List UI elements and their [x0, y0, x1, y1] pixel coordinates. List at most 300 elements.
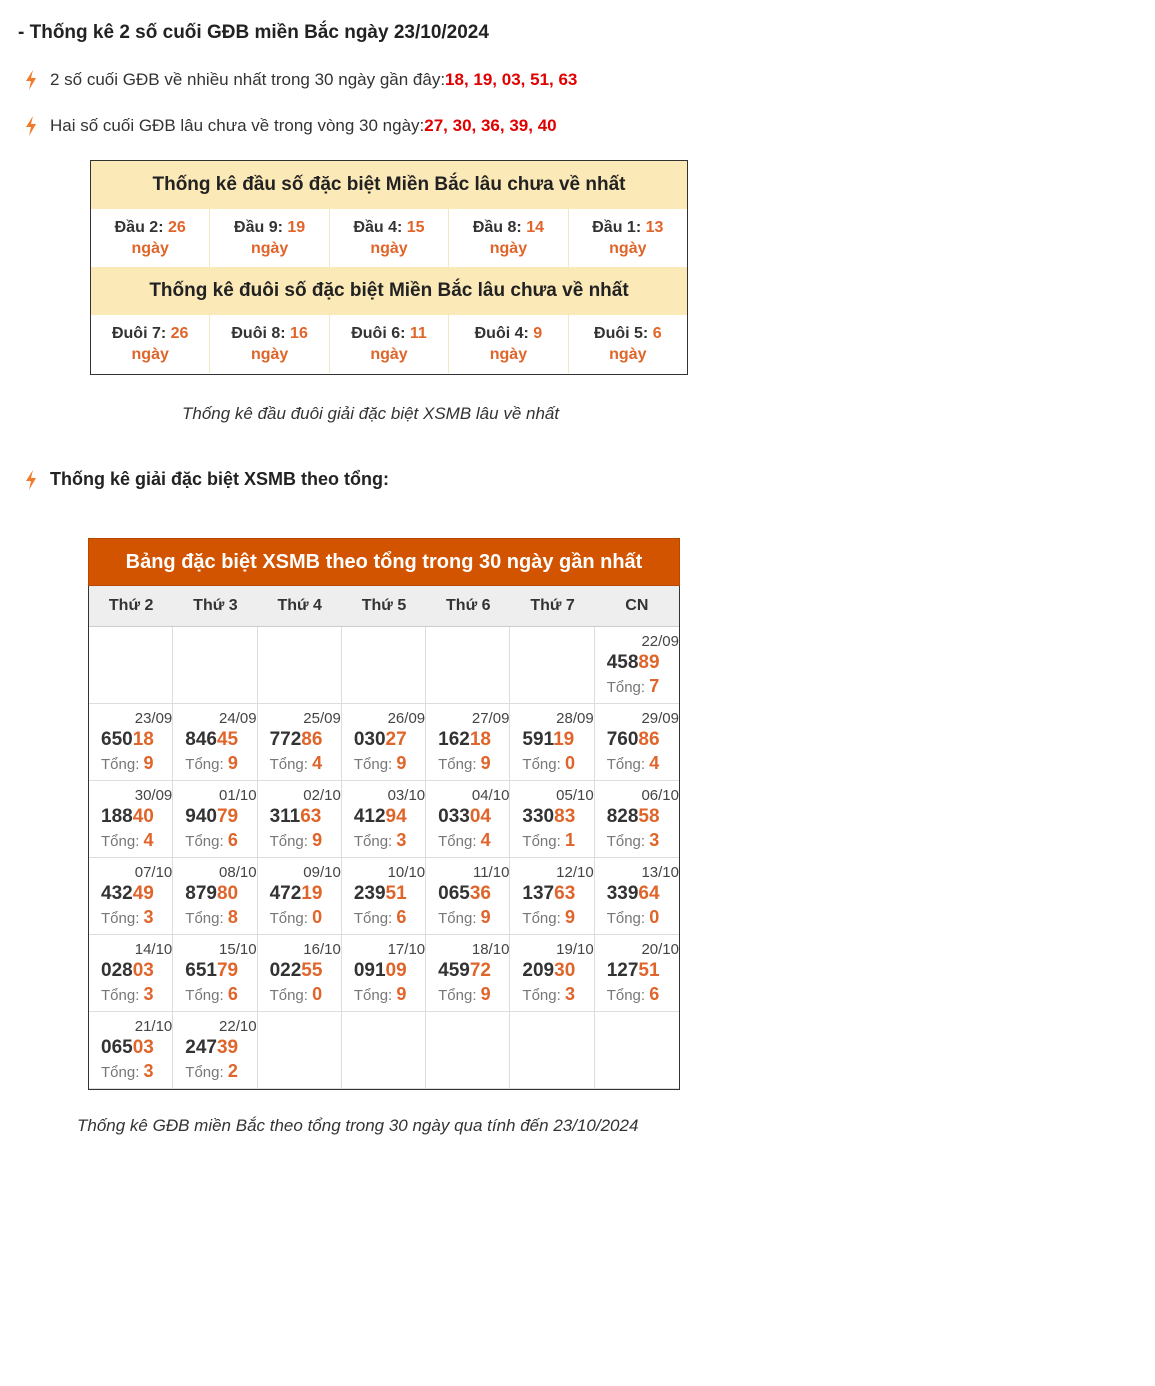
calendar-empty-cell	[89, 627, 173, 704]
number-tail: 94	[385, 806, 407, 827]
sum-value: 1	[564, 830, 575, 850]
number-tail: 89	[638, 652, 660, 673]
sum-line	[101, 1061, 154, 1082]
calendar-empty-cell	[510, 1012, 594, 1089]
calendar-empty-cell	[510, 627, 594, 704]
number-head: 472	[269, 883, 302, 904]
sum-label: Tổng:	[606, 756, 650, 773]
number-head: 828	[606, 806, 639, 827]
tail-stat-days: 6	[652, 325, 662, 342]
day-date: 21/10	[134, 1018, 173, 1035]
special-number	[607, 652, 660, 674]
day-date: 22/09	[641, 633, 679, 650]
number-head: 137	[522, 883, 555, 904]
special-number	[438, 806, 491, 828]
calendar-day-cell	[173, 781, 257, 858]
calendar-day-cell	[595, 858, 679, 935]
number-tail: 09	[385, 960, 407, 981]
calendar-empty-cell	[426, 627, 510, 704]
number-head: 065	[101, 1037, 133, 1058]
tail-stat-cell	[210, 315, 329, 373]
bullet-long-absent	[24, 116, 557, 136]
day-date: 18/10	[471, 941, 510, 958]
number-head: 940	[185, 806, 217, 827]
weekday-header: Thứ 5	[342, 586, 426, 627]
head-stat-unit: ngày	[370, 240, 408, 257]
tail-stats-title: Thống kê đuôi số đặc biệt Miền Bắc lâu chưa về nhất	[91, 267, 687, 315]
sum-value: 0	[312, 907, 323, 927]
calendar-day-cell	[89, 1012, 173, 1089]
table1-caption: Thống kê đầu đuôi giải đặc biệt XSMB lâu về nhất	[182, 404, 560, 423]
tail-stat-cell	[569, 315, 687, 373]
head-stat-label: Đầu 4:	[353, 219, 407, 236]
special-number	[185, 806, 238, 828]
head-stat-cell	[330, 209, 449, 267]
section-sum-heading	[24, 469, 389, 490]
head-stats-title: Thống kê đầu số đặc biệt Miền Bắc lâu chưa về nhất	[91, 161, 687, 209]
sum-line	[607, 907, 660, 928]
number-head: 033	[438, 806, 470, 827]
calendar-day-cell	[426, 858, 510, 935]
day-date: 14/10	[134, 941, 173, 958]
sum-label: Tổng:	[101, 833, 144, 850]
sum-label: Tổng:	[522, 910, 565, 927]
number-head: 879	[185, 883, 217, 904]
tail-stat-days: 11	[409, 325, 427, 342]
sum-line	[607, 830, 660, 851]
sum-line	[270, 753, 323, 774]
sum-line	[101, 753, 154, 774]
calendar-day-cell	[342, 858, 426, 935]
special-number	[101, 729, 154, 751]
tail-stats-row	[91, 315, 687, 373]
number-tail: 03	[132, 1037, 154, 1058]
calendar-empty-cell	[342, 1012, 426, 1089]
calendar-day-cell	[595, 781, 679, 858]
sum-line	[101, 830, 154, 851]
tail-stat-days: 9	[533, 325, 543, 342]
number-head: 022	[269, 960, 302, 981]
weekday-header: Thứ 7	[510, 586, 594, 627]
day-date: 13/10	[641, 864, 679, 881]
sum-line	[354, 830, 407, 851]
special-number	[101, 1037, 154, 1059]
sum-value: 9	[227, 753, 238, 773]
number-head: 065	[438, 883, 470, 904]
special-number	[607, 883, 660, 905]
head-stat-unit: ngày	[489, 240, 528, 257]
day-date: 23/09	[134, 710, 173, 727]
sum-label: Tổng:	[522, 833, 565, 850]
sum-label: Tổng:	[269, 910, 313, 927]
number-head: 846	[185, 729, 217, 750]
day-date: 11/10	[472, 864, 510, 881]
weekday-header: Thứ 3	[173, 586, 257, 627]
sum-label: Tổng:	[606, 833, 650, 850]
calendar-empty-cell	[342, 627, 426, 704]
number-tail: 63	[554, 883, 576, 904]
sum-line	[185, 753, 238, 774]
number-tail: 39	[216, 1037, 239, 1058]
number-tail: 18	[132, 729, 154, 750]
sum-label: Tổng:	[185, 833, 228, 850]
sum-label: Tổng:	[606, 910, 650, 927]
calendar-empty-cell	[595, 1012, 679, 1089]
tail-stat-cell	[330, 315, 449, 373]
sum-line	[185, 907, 238, 928]
special-number	[270, 806, 322, 828]
sum-line	[607, 984, 660, 1005]
number-tail: 45	[216, 729, 239, 750]
tail-stat-unit: ngày	[131, 346, 169, 363]
sum-value: 3	[143, 1061, 154, 1081]
day-date: 08/10	[219, 864, 257, 881]
calendar-day-cell	[510, 704, 594, 781]
number-tail: 79	[216, 806, 239, 827]
sum-value: 0	[564, 753, 575, 773]
sum-label: Tổng:	[353, 756, 397, 773]
number-head: 339	[606, 883, 639, 904]
tail-stat-label: Đuôi 4:	[474, 325, 534, 342]
number-tail: 03	[132, 960, 154, 981]
sum-label: Tổng:	[101, 1064, 144, 1081]
special-number	[185, 883, 238, 905]
sum-value: 6	[649, 984, 660, 1004]
number-head: 127	[606, 960, 639, 981]
day-date: 02/10	[303, 787, 341, 804]
sum-line	[354, 984, 407, 1005]
sum-value: 4	[312, 753, 323, 773]
sum-value: 3	[143, 984, 154, 1004]
sum-line	[270, 907, 323, 928]
tail-stat-cell	[449, 315, 568, 373]
head-stat-label: Đầu 2:	[114, 219, 168, 236]
number-head: 247	[185, 1037, 217, 1058]
sum-value: 9	[143, 753, 154, 773]
calendar-caption: Thống kê GĐB miền Bắc theo tổng trong 30 ngày qua tính đến 23/10/2024	[77, 1116, 639, 1135]
number-head: 091	[353, 960, 386, 981]
sum-value: 3	[396, 830, 407, 850]
special-number	[354, 883, 407, 905]
calendar-day-cell	[510, 781, 594, 858]
number-head: 591	[522, 729, 554, 750]
number-head: 311	[269, 806, 301, 827]
head-stat-days: 14	[526, 219, 544, 236]
number-head: 772	[269, 729, 302, 750]
calendar-day-cell	[342, 781, 426, 858]
tail-stat-label: Đuôi 6:	[351, 325, 410, 342]
number-tail: 63	[300, 806, 322, 827]
calendar-day-cell	[510, 858, 594, 935]
calendar-day-cell	[258, 781, 342, 858]
weekday-header: Thứ 2	[89, 586, 173, 627]
day-date: 15/10	[219, 941, 257, 958]
number-tail: 86	[301, 729, 323, 750]
sum-label: Tổng:	[101, 756, 144, 773]
number-tail: 55	[301, 960, 323, 981]
weekday-header: Thứ 6	[426, 586, 510, 627]
bullet-values: 27, 30, 36, 39, 40	[424, 116, 557, 135]
sum-label: Tổng:	[606, 679, 650, 696]
tail-stat-label: Đuôi 8:	[231, 325, 291, 342]
sum-value: 9	[396, 753, 407, 773]
sum-value: 3	[564, 984, 575, 1004]
sum-label: Tổng:	[438, 987, 481, 1004]
sum-value: 0	[312, 984, 323, 1004]
sum-line	[101, 984, 154, 1005]
sum-line	[438, 907, 491, 928]
number-head: 458	[606, 652, 639, 673]
sum-line	[185, 984, 238, 1005]
special-number	[522, 960, 575, 982]
sum-value: 6	[227, 830, 238, 850]
sum-label: Tổng:	[353, 910, 397, 927]
day-date: 19/10	[556, 941, 594, 958]
special-number	[185, 1037, 238, 1059]
sum-label: Tổng:	[438, 910, 481, 927]
tail-stat-days: 16	[290, 325, 308, 342]
lightning-icon	[24, 116, 38, 136]
sum-value: 9	[480, 753, 491, 773]
page-heading: - Thống kê 2 số cuối GĐB miền Bắc ngày 23/10/2024	[18, 22, 489, 43]
calendar-day-cell	[89, 704, 173, 781]
number-tail: 19	[301, 883, 323, 904]
head-stat-label: Đầu 1:	[592, 219, 646, 236]
head-stat-cell	[210, 209, 329, 267]
calendar-day-cell	[173, 1012, 257, 1089]
sum-line	[607, 753, 660, 774]
number-head: 188	[101, 806, 133, 827]
day-date: 01/10	[219, 787, 257, 804]
head-stat-days: 26	[167, 219, 186, 236]
sum-label: Tổng:	[101, 910, 144, 927]
number-tail: 58	[638, 806, 660, 827]
sum-value: 4	[649, 753, 660, 773]
number-head: 330	[522, 806, 555, 827]
sum-label: Tổng:	[101, 987, 144, 1004]
special-number	[607, 729, 660, 751]
special-number	[522, 806, 575, 828]
calendar-empty-cell	[426, 1012, 510, 1089]
head-stat-label: Đầu 9:	[234, 219, 288, 236]
day-date: 17/10	[387, 941, 426, 958]
number-tail: 80	[216, 883, 239, 904]
day-date: 30/09	[134, 787, 173, 804]
calendar-day-cell	[89, 781, 173, 858]
day-date: 20/10	[641, 941, 679, 958]
calendar-day-cell	[258, 704, 342, 781]
number-tail: 83	[554, 806, 576, 827]
tail-stat-unit: ngày	[489, 346, 528, 363]
sum-label: Tổng:	[438, 833, 481, 850]
section-sum-text: Thống kê giải đặc biệt XSMB theo tổng:	[50, 469, 390, 489]
head-stat-days: 15	[406, 219, 425, 236]
number-tail: 51	[638, 960, 660, 981]
special-number	[101, 883, 154, 905]
head-stat-cell	[91, 209, 210, 267]
sum-label: Tổng:	[522, 987, 565, 1004]
number-tail: 40	[132, 806, 154, 827]
head-stats-row	[91, 209, 687, 267]
sum-label: Tổng:	[185, 756, 228, 773]
special-number	[607, 960, 660, 982]
sum-value: 7	[649, 676, 660, 696]
calendar-day-cell	[89, 858, 173, 935]
sum-line	[438, 753, 491, 774]
sum-line	[522, 753, 575, 774]
weekday-header: CN	[595, 586, 679, 627]
day-date: 29/09	[641, 710, 679, 727]
special-number	[522, 729, 574, 751]
number-head: 028	[101, 960, 133, 981]
head-stat-label: Đầu 8:	[472, 219, 527, 236]
calendar-day-cell	[426, 935, 510, 1012]
special-number	[438, 883, 491, 905]
calendar-empty-cell	[258, 627, 342, 704]
number-head: 030	[353, 729, 386, 750]
sum-line	[101, 907, 154, 928]
head-stat-days: 19	[287, 219, 306, 236]
number-tail: 49	[132, 883, 154, 904]
sum-line	[185, 1061, 238, 1082]
special-number	[607, 806, 660, 828]
special-number	[270, 729, 323, 751]
sum-line	[522, 830, 575, 851]
calendar-day-cell	[342, 704, 426, 781]
day-date: 24/09	[219, 710, 257, 727]
sum-value: 4	[143, 830, 154, 850]
sum-label: Tổng:	[185, 987, 228, 1004]
head-stat-unit: ngày	[250, 240, 289, 257]
calendar-day-cell	[342, 935, 426, 1012]
day-date: 27/09	[471, 710, 510, 727]
sum-label: Tổng:	[438, 756, 481, 773]
day-date: 06/10	[641, 787, 679, 804]
calendar-day-cell	[258, 935, 342, 1012]
special-number	[438, 729, 491, 751]
calendar-day-cell	[426, 704, 510, 781]
lightning-icon	[24, 470, 38, 490]
sum-value: 9	[480, 907, 491, 927]
sum-label: Tổng:	[269, 756, 313, 773]
special-number	[522, 883, 575, 905]
day-date: 25/09	[303, 710, 341, 727]
special-number	[354, 729, 407, 751]
day-date: 12/10	[556, 864, 594, 881]
number-head: 651	[185, 960, 217, 981]
number-tail: 27	[385, 729, 407, 750]
bullet-values: 18, 19, 03, 51, 63	[445, 70, 578, 89]
number-tail: 64	[638, 883, 660, 904]
sum-label: Tổng:	[522, 756, 565, 773]
bullet-most-frequent	[24, 70, 577, 90]
sum-label: Tổng:	[269, 987, 313, 1004]
sum-line	[270, 984, 323, 1005]
day-date: 05/10	[556, 787, 594, 804]
sum-label: Tổng:	[185, 910, 228, 927]
sum-line	[607, 676, 660, 697]
day-date: 22/10	[219, 1018, 257, 1035]
number-tail: 36	[469, 883, 491, 904]
number-head: 650	[101, 729, 133, 750]
sum-label: Tổng:	[606, 987, 650, 1004]
bullet-text: Hai số cuối GĐB lâu chưa về trong vòng 30 ngày:	[50, 116, 425, 135]
tail-stat-label: Đuôi 7:	[111, 325, 171, 342]
number-tail: 72	[469, 960, 491, 981]
calendar-day-cell	[258, 858, 342, 935]
sum-label: Tổng:	[353, 833, 397, 850]
day-date: 28/09	[556, 710, 594, 727]
number-tail: 51	[385, 883, 407, 904]
day-date: 03/10	[387, 787, 426, 804]
head-tail-stats-table	[90, 160, 688, 375]
sum-value: 9	[564, 907, 575, 927]
number-head: 209	[522, 960, 555, 981]
calendar-day-cell	[595, 627, 679, 704]
special-number	[185, 729, 238, 751]
calendar-empty-cell	[173, 627, 257, 704]
day-date: 09/10	[303, 864, 341, 881]
calendar-day-cell	[173, 935, 257, 1012]
day-date: 26/09	[387, 710, 426, 727]
sum-value: 3	[143, 907, 154, 927]
calendar-title: Bảng đặc biệt XSMB theo tổng trong 30 ngày gần nhất	[88, 538, 680, 586]
special-number	[270, 960, 323, 982]
head-stat-unit: ngày	[131, 240, 169, 257]
day-date: 10/10	[387, 864, 426, 881]
calendar-empty-cell	[258, 1012, 342, 1089]
sum-value: 9	[396, 984, 407, 1004]
day-date: 16/10	[303, 941, 341, 958]
sum-label: Tổng:	[269, 833, 313, 850]
number-head: 459	[438, 960, 470, 981]
sum-value: 0	[649, 907, 660, 927]
sum-value: 6	[227, 984, 238, 1004]
sum-value: 2	[227, 1061, 238, 1081]
calendar-day-cell	[426, 781, 510, 858]
sum-label: Tổng:	[353, 987, 397, 1004]
sum-value: 6	[396, 907, 407, 927]
special-number	[101, 806, 154, 828]
sum-value: 4	[480, 830, 491, 850]
day-date: 07/10	[134, 864, 173, 881]
calendar-day-cell	[89, 935, 173, 1012]
special-number	[270, 883, 323, 905]
number-head: 412	[353, 806, 386, 827]
number-tail: 18	[469, 729, 491, 750]
head-stat-cell	[569, 209, 687, 267]
day-date: 04/10	[471, 787, 510, 804]
weekday-header: Thứ 4	[258, 586, 342, 627]
tail-stat-days: 26	[170, 325, 189, 342]
tail-stat-unit: ngày	[370, 346, 408, 363]
head-stat-days: 13	[645, 219, 664, 236]
number-head: 162	[438, 729, 470, 750]
sum-line	[438, 984, 491, 1005]
sum-line	[354, 907, 407, 928]
tail-stat-label: Đuôi 5:	[594, 325, 653, 342]
calendar-day-cell	[595, 704, 679, 781]
number-tail: 04	[469, 806, 491, 827]
sum-line	[270, 830, 323, 851]
calendar-day-cell	[510, 935, 594, 1012]
number-tail: 19	[553, 729, 575, 750]
special-number	[185, 960, 238, 982]
sum-value: 9	[312, 830, 323, 850]
sum-line	[354, 753, 407, 774]
lightning-icon	[24, 70, 38, 90]
special-number	[354, 806, 407, 828]
